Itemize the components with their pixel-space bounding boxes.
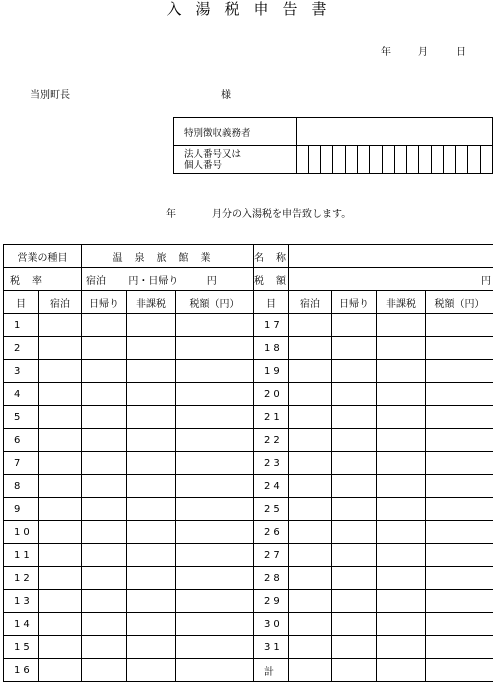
day-number-left: 9 (4, 498, 39, 521)
header-stay: 宿泊 (39, 291, 82, 314)
tax-amount-cell[interactable] (176, 452, 254, 475)
number-digit-cell[interactable] (345, 146, 357, 174)
stay-cell[interactable] (39, 475, 82, 498)
tax-rate-yen-label: 円 (206, 275, 217, 287)
stay-cell[interactable] (39, 613, 82, 636)
day-number-left: 7 (4, 452, 39, 475)
daytrip-cell[interactable] (82, 475, 127, 498)
header-tax-amount: 税額（円） (176, 291, 254, 314)
tax-amount-cell[interactable] (176, 590, 254, 613)
exempt-cell[interactable] (127, 544, 176, 567)
number-digit-cell[interactable] (321, 146, 333, 174)
header-exempt: 非課税 (127, 291, 176, 314)
stay-cell[interactable] (39, 452, 82, 475)
tax-amount-cell[interactable] (176, 567, 254, 590)
header-day: 目 (254, 291, 289, 314)
tax-amount-cell[interactable] (426, 636, 493, 659)
exempt-cell[interactable] (377, 544, 426, 567)
daytrip-cell[interactable] (82, 498, 127, 521)
tax-amount-cell[interactable] (426, 544, 493, 567)
exempt-cell[interactable] (377, 567, 426, 590)
day-number-left: 3 (4, 360, 39, 383)
stay-cell[interactable] (39, 567, 82, 590)
corporate-number-label (174, 146, 297, 174)
daytrip-cell[interactable] (332, 636, 377, 659)
tax-amount-unit: 円 (481, 275, 491, 287)
header-daytrip: 日帰り (332, 291, 377, 314)
day-number-left: 13 (4, 590, 39, 613)
exempt-cell[interactable] (377, 475, 426, 498)
tax-amount-cell[interactable] (176, 613, 254, 636)
day-number-right: 25 (254, 498, 289, 521)
tax-amount-cell[interactable] (426, 383, 493, 406)
business-type-value: 温泉旅館業 (82, 245, 254, 268)
table-row (4, 567, 493, 590)
stay-cell[interactable] (289, 636, 332, 659)
header-stay: 宿泊 (289, 291, 332, 314)
number-digit-cell[interactable] (358, 146, 370, 174)
stay-cell[interactable] (289, 475, 332, 498)
day-number-right: 17 (254, 314, 289, 337)
exempt-cell[interactable] (377, 429, 426, 452)
tax-amount-cell[interactable] (426, 521, 493, 544)
tax-amount-cell[interactable] (176, 659, 254, 682)
tax-rate-label: 税率 (10, 275, 54, 287)
date-month-label: 月 (418, 47, 428, 58)
daytrip-cell[interactable] (332, 452, 377, 475)
daytrip-cell[interactable] (82, 452, 127, 475)
tax-amount-cell[interactable] (176, 475, 254, 498)
exempt-cell[interactable] (377, 613, 426, 636)
daytrip-cell[interactable] (332, 406, 377, 429)
tax-rate-label-cell (4, 268, 82, 291)
tax-amount-field[interactable] (289, 268, 493, 291)
day-number-left: 15 (4, 636, 39, 659)
stay-cell[interactable] (39, 429, 82, 452)
daytrip-cell[interactable] (332, 383, 377, 406)
stay-cell[interactable] (289, 659, 332, 682)
daytrip-cell[interactable] (82, 521, 127, 544)
day-number-right: 19 (254, 360, 289, 383)
exempt-cell[interactable] (127, 659, 176, 682)
exempt-cell[interactable] (127, 498, 176, 521)
tax-amount-cell[interactable] (426, 659, 493, 682)
header-day: 目 (4, 291, 39, 314)
tax-amount-cell[interactable] (426, 452, 493, 475)
statement-year-label: 年 (166, 209, 176, 220)
tax-amount-cell[interactable] (426, 590, 493, 613)
number-digit-cell[interactable] (456, 146, 468, 174)
exempt-cell[interactable] (377, 314, 426, 337)
daytrip-cell[interactable] (332, 659, 377, 682)
stay-cell[interactable] (289, 590, 332, 613)
business-type-label: 営業の種目 (4, 245, 82, 268)
tax-rate-value[interactable] (82, 268, 254, 291)
day-number-right: 24 (254, 475, 289, 498)
exempt-cell[interactable] (127, 590, 176, 613)
day-number-right: 20 (254, 383, 289, 406)
day-number-left: 6 (4, 429, 39, 452)
exempt-cell[interactable] (127, 360, 176, 383)
day-number-right: 21 (254, 406, 289, 429)
stay-cell[interactable] (39, 544, 82, 567)
exempt-cell[interactable] (127, 567, 176, 590)
daytrip-cell[interactable] (82, 429, 127, 452)
stay-cell[interactable] (39, 521, 82, 544)
daytrip-cell[interactable] (332, 613, 377, 636)
day-number-left: 1 (4, 314, 39, 337)
daytrip-cell[interactable] (82, 659, 127, 682)
tax-amount-cell[interactable] (176, 406, 254, 429)
day-number-right: 29 (254, 590, 289, 613)
table-row (4, 383, 493, 406)
day-number-right: 23 (254, 452, 289, 475)
daytrip-cell[interactable] (332, 544, 377, 567)
tax-amount-cell[interactable] (176, 314, 254, 337)
tax-amount-cell[interactable] (426, 475, 493, 498)
stay-cell[interactable] (289, 406, 332, 429)
day-number-right: 18 (254, 337, 289, 360)
daytrip-cell[interactable] (332, 360, 377, 383)
stay-cell[interactable] (289, 613, 332, 636)
tax-amount-cell[interactable] (176, 544, 254, 567)
daytrip-cell[interactable] (82, 383, 127, 406)
day-number-left: 14 (4, 613, 39, 636)
daytrip-cell[interactable] (332, 567, 377, 590)
stay-cell[interactable] (289, 544, 332, 567)
stay-cell[interactable] (289, 521, 332, 544)
exempt-cell[interactable] (127, 314, 176, 337)
day-number-left: 8 (4, 475, 39, 498)
day-number-left: 2 (4, 337, 39, 360)
stay-cell[interactable] (39, 337, 82, 360)
daytrip-cell[interactable] (82, 590, 127, 613)
honorific: 様 (221, 90, 231, 101)
tax-amount-cell[interactable] (426, 567, 493, 590)
special-collector-label: 特別徴収義務者 (174, 118, 297, 146)
exempt-cell[interactable] (377, 498, 426, 521)
tax-amount-cell[interactable] (176, 360, 254, 383)
exempt-cell[interactable] (127, 636, 176, 659)
tax-amount-cell[interactable] (426, 406, 493, 429)
exempt-cell[interactable] (377, 636, 426, 659)
taxpayer-info-table (173, 117, 493, 174)
day-number-left: 16 (4, 659, 39, 682)
exempt-cell[interactable] (377, 360, 426, 383)
exempt-cell[interactable] (127, 383, 176, 406)
number-digit-cell[interactable] (333, 146, 345, 174)
daytrip-cell[interactable] (332, 590, 377, 613)
exempt-cell[interactable] (377, 406, 426, 429)
tax-amount-cell[interactable] (426, 360, 493, 383)
number-digit-cell[interactable] (296, 146, 308, 174)
exempt-cell[interactable] (377, 337, 426, 360)
table-row (4, 314, 493, 337)
tax-amount-cell[interactable] (176, 636, 254, 659)
number-digit-cell[interactable] (468, 146, 480, 174)
number-digit-cell[interactable] (394, 146, 406, 174)
day-number-left: 5 (4, 406, 39, 429)
daytrip-cell[interactable] (82, 337, 127, 360)
number-digit-cell[interactable] (480, 146, 492, 174)
daytrip-cell[interactable] (332, 498, 377, 521)
number-digit-cell[interactable] (443, 146, 455, 174)
date-year-label: 年 (381, 47, 391, 58)
daytrip-cell[interactable] (82, 314, 127, 337)
tax-amount-cell[interactable] (176, 521, 254, 544)
exempt-cell[interactable] (127, 475, 176, 498)
table-row (4, 613, 493, 636)
stay-cell[interactable] (39, 406, 82, 429)
table-row (4, 475, 493, 498)
stay-cell[interactable] (289, 337, 332, 360)
tax-amount-cell[interactable] (426, 337, 493, 360)
daytrip-cell[interactable] (82, 360, 127, 383)
stay-cell[interactable] (39, 360, 82, 383)
exempt-cell[interactable] (127, 613, 176, 636)
number-digit-cell[interactable] (431, 146, 443, 174)
exempt-cell[interactable] (127, 521, 176, 544)
day-number-right: 28 (254, 567, 289, 590)
tax-amount-cell[interactable] (426, 613, 493, 636)
statement-text: 月分の入湯税を申告致します。 (212, 209, 352, 220)
table-row (4, 544, 493, 567)
stay-cell[interactable] (39, 314, 82, 337)
exempt-cell[interactable] (127, 406, 176, 429)
daytrip-cell[interactable] (332, 314, 377, 337)
stay-cell[interactable] (39, 498, 82, 521)
tax-amount-cell[interactable] (176, 337, 254, 360)
number-digit-cell[interactable] (370, 146, 382, 174)
stay-cell[interactable] (39, 659, 82, 682)
name-field[interactable] (289, 245, 493, 268)
table-row (4, 360, 493, 383)
day-number-right: 31 (254, 636, 289, 659)
day-number-left: 12 (4, 567, 39, 590)
daytrip-cell[interactable] (82, 567, 127, 590)
stay-cell[interactable] (289, 383, 332, 406)
tax-rate-stay-label: 宿泊 (86, 275, 106, 287)
day-number-right: 30 (254, 613, 289, 636)
exempt-cell[interactable] (377, 590, 426, 613)
stay-cell[interactable] (289, 360, 332, 383)
stay-cell[interactable] (39, 383, 82, 406)
header-exempt: 非課税 (377, 291, 426, 314)
date-day-label: 日 (456, 47, 466, 58)
header-tax-amount: 税額（円） (426, 291, 493, 314)
tax-amount-label: 税額 (254, 268, 289, 291)
day-number-left: 11 (4, 544, 39, 567)
tax-amount-cell[interactable] (176, 429, 254, 452)
day-number-left: 10 (4, 521, 39, 544)
header-daytrip: 日帰り (82, 291, 127, 314)
day-number-right: 計 (254, 659, 289, 682)
number-digit-cell[interactable] (407, 146, 419, 174)
tax-rate-daytrip-label: 円・日帰り (128, 275, 179, 287)
corporate-number-label-line1: 法人番号又は (184, 148, 242, 160)
exempt-cell[interactable] (377, 659, 426, 682)
stay-cell[interactable] (39, 636, 82, 659)
document-title: 入湯税申告書 (166, 0, 341, 18)
tax-amount-cell[interactable] (426, 314, 493, 337)
daytrip-cell[interactable] (82, 613, 127, 636)
exempt-cell[interactable] (127, 429, 176, 452)
table-row (4, 452, 493, 475)
daytrip-cell[interactable] (332, 475, 377, 498)
daily-tax-table (3, 244, 493, 682)
special-collector-field[interactable] (296, 118, 492, 146)
exempt-cell[interactable] (127, 337, 176, 360)
table-row (4, 590, 493, 613)
tax-amount-cell[interactable] (426, 429, 493, 452)
day-number-right: 22 (254, 429, 289, 452)
exempt-cell[interactable] (127, 452, 176, 475)
stay-cell[interactable] (289, 314, 332, 337)
corporate-number-label-line2: 個人番号 (184, 159, 223, 171)
daytrip-cell[interactable] (82, 636, 127, 659)
name-label: 名称 (254, 245, 289, 268)
tax-amount-cell[interactable] (426, 498, 493, 521)
table-row (4, 429, 493, 452)
table-row (4, 636, 493, 659)
tax-amount-cell[interactable] (176, 383, 254, 406)
stay-cell[interactable] (289, 452, 332, 475)
number-digit-cell[interactable] (382, 146, 394, 174)
day-number-right: 26 (254, 521, 289, 544)
day-number-right: 27 (254, 544, 289, 567)
number-digit-cell[interactable] (308, 146, 320, 174)
table-row (4, 406, 493, 429)
stay-cell[interactable] (39, 590, 82, 613)
table-row (4, 498, 493, 521)
exempt-cell[interactable] (377, 383, 426, 406)
daytrip-cell[interactable] (332, 429, 377, 452)
daytrip-cell[interactable] (332, 337, 377, 360)
table-row (4, 337, 493, 360)
stay-cell[interactable] (289, 429, 332, 452)
tax-amount-cell[interactable] (176, 498, 254, 521)
stay-cell[interactable] (289, 567, 332, 590)
daytrip-cell[interactable] (332, 521, 377, 544)
daytrip-cell[interactable] (82, 406, 127, 429)
exempt-cell[interactable] (377, 521, 426, 544)
exempt-cell[interactable] (377, 452, 426, 475)
table-row (4, 521, 493, 544)
daytrip-cell[interactable] (82, 544, 127, 567)
addressee: 当別町長 (30, 90, 70, 101)
day-number-left: 4 (4, 383, 39, 406)
stay-cell[interactable] (289, 498, 332, 521)
table-row (4, 659, 493, 682)
number-digit-cell[interactable] (419, 146, 431, 174)
